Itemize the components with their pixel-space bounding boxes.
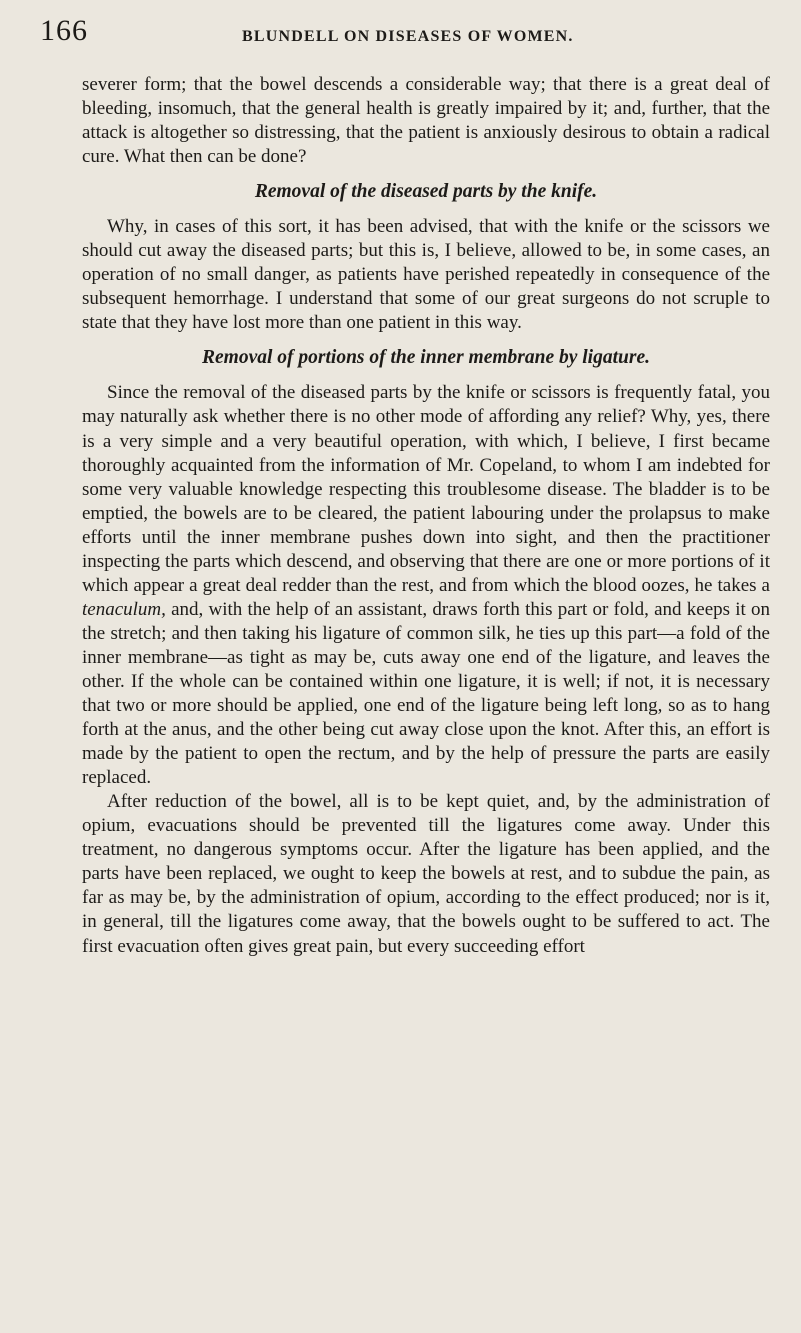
paragraph-3 bbox=[82, 381, 770, 790]
running-head bbox=[40, 14, 760, 54]
running-title: BLUNDELL ON DISEASES OF WOMEN. bbox=[242, 28, 574, 45]
paragraph-1: severer form; that the bowel descends a considerable way; that there is a great deal of bleeding, insomuch, that the general health is greatly impaired by it; and, further, that the attack is altogether so distressing, that the patient is anxiously desirous to obtain a radical cure. What then can be done? bbox=[82, 74, 770, 168]
section-heading-ligature: Removal of portions of the inner membrane by ligature. bbox=[202, 347, 650, 369]
paragraph-3-italic-term: tenaculum, bbox=[82, 598, 166, 620]
body-text bbox=[82, 73, 770, 959]
paragraph-4: After reduction of the bowel, all is to be kept quiet, and, by the administration of opium, evacuations should be prevented till the ligatures come away. Under this treatment, no dangerous symptoms occur. After the ligature has been applied, and the parts have been replaced, we ought to keep the bowels at rest, and to subdue the pain, as far as may be, by the administration of opium, according to the effect produced; nor is it, in general, till the ligatures come away, that the bowels ought to be suffered to act. The first evacuation often gives great pain, but every succeeding effort bbox=[82, 791, 770, 957]
paragraph-2: Why, in cases of this sort, it has been advised, that with the knife or the scissors we should cut away the diseased parts; but this is, I believe, allowed to be, in some cases, an operation of no small danger, as patients have perished repeatedly in consequence of the subsequent hemorrhage. I understand that some of our great surgeons do not scruple to state that they have lost more than one patient in this way. bbox=[82, 216, 770, 334]
section-heading-knife: Removal of the diseased parts by the knife. bbox=[254, 181, 598, 203]
paragraph-3-part-b: and, with the help of an assistant, draws forth this part or fold, and keeps it on the stretch; and then taking his ligature of common silk, he ties up this part—a fold of the inner membrane—as tight as may be, cuts away one end of the ligature, and leaves the other. If the whole can be contained within one ligature, it is well; if not, it is necessary that two or more should be applied, one end of the ligature being left long, so as to hang forth at the anus, and the other being cut away close upon the knot. After this, an effort is made by the patient to open the rectum, and by the help of pressure the parts are easily replaced. bbox=[82, 598, 770, 789]
paragraph-3-part-a: Since the removal of the diseased parts by the knife or scissors is frequently fatal, you may naturally ask whether there is no other mode of affording any relief? Why, yes, there is a very simple and a very beautiful operation, with which, I believe, I first became thoroughly acquainted from the information of Mr. Copeland, to whom I am indebted for some very valuable knowledge respecting this troublesome disease. The bladder is to be emptied, the bowels are to be cleared, the patient labouring under the prolapsus to make efforts until the inner membrane pushes down into sight, and then the practitioner inspecting the parts which descend, and observing that there are one or more portions of it which appear a great deal redder than the rest, and from which the blood oozes, he takes a bbox=[82, 382, 770, 596]
page-number: 166 bbox=[40, 14, 88, 47]
